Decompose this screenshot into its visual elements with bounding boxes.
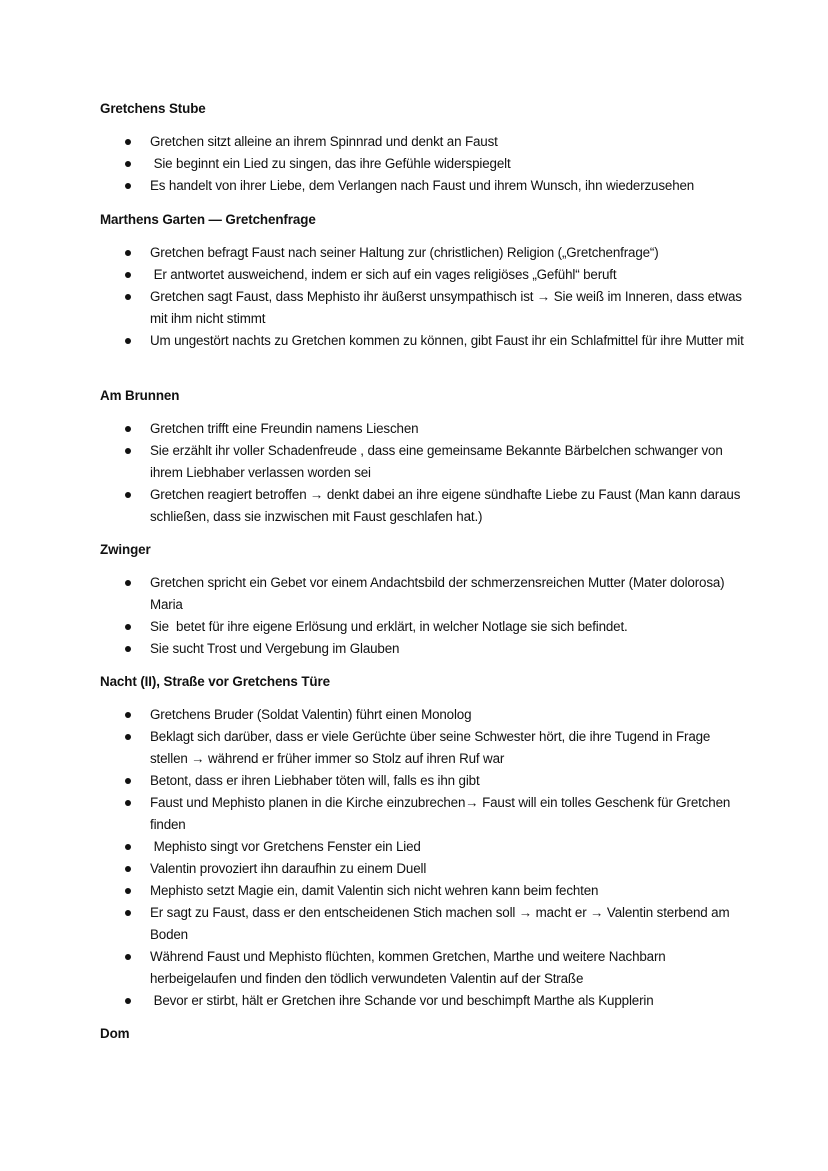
list-item: Mephisto singt vor Gretchens Fenster ein Lied bbox=[100, 836, 750, 858]
list-item: Gretchen reagiert betroffen → denkt dabei an ihre eigene sündhafte Liebe zu Faust (Man kann daraus schließen, dass sie inzwischen mit Faust geschlafen hat.) bbox=[100, 484, 750, 528]
bullet-list bbox=[100, 572, 750, 660]
bullet-icon bbox=[125, 426, 131, 432]
section-heading: Marthens Garten — Gretchenfrage bbox=[100, 212, 316, 227]
bullet-list bbox=[100, 131, 750, 197]
section-marthens-garten bbox=[100, 209, 750, 352]
bullet-icon bbox=[125, 800, 131, 806]
bullet-icon bbox=[125, 492, 131, 498]
section-heading: Gretchens Stube bbox=[100, 101, 206, 116]
bullet-icon bbox=[125, 448, 131, 454]
bullet-icon bbox=[125, 734, 131, 740]
bullet-icon bbox=[125, 580, 131, 586]
bullet-icon bbox=[125, 139, 131, 145]
bullet-icon bbox=[125, 624, 131, 630]
list-item: Gretchen sagt Faust, dass Mephisto ihr äußerst unsympathisch ist → Sie weiß im Inneren, dass etwas mit ihm nicht stimmt bbox=[100, 286, 750, 330]
list-item: Gretchen befragt Faust nach seiner Haltung zur (christlichen) Religion („Gretchenfrage“) bbox=[100, 242, 750, 264]
section-heading: Dom bbox=[100, 1026, 130, 1041]
bullet-icon bbox=[125, 888, 131, 894]
section-nacht-strasse bbox=[100, 671, 750, 1012]
list-item: Während Faust und Mephisto flüchten, kommen Gretchen, Marthe und weitere Nachbarn herbeigelaufen und finden den tödlich verwundeten Valentin auf der Straße bbox=[100, 946, 750, 990]
bullet-list bbox=[100, 704, 750, 1012]
list-item: Er antwortet ausweichend, indem er sich auf ein vages religiöses „Gefühl“ beruft bbox=[100, 264, 750, 286]
section-zwinger bbox=[100, 539, 750, 660]
section-heading: Zwinger bbox=[100, 542, 151, 557]
list-item: Betont, dass er ihren Liebhaber töten will, falls es ihn gibt bbox=[100, 770, 750, 792]
bullet-icon bbox=[125, 250, 131, 256]
bullet-icon bbox=[125, 866, 131, 872]
bullet-icon bbox=[125, 294, 131, 300]
list-item: Gretchen spricht ein Gebet vor einem Andachtsbild der schmerzensreichen Mutter (Mater dolorosa) Maria bbox=[100, 572, 750, 616]
list-item: Es handelt von ihrer Liebe, dem Verlangen nach Faust und ihrem Wunsch, ihn wiederzusehen bbox=[100, 175, 750, 197]
bullet-icon bbox=[125, 646, 131, 652]
bullet-list bbox=[100, 242, 750, 352]
list-item: Sie beginnt ein Lied zu singen, das ihre Gefühle widerspiegelt bbox=[100, 153, 750, 175]
bullet-icon bbox=[125, 712, 131, 718]
list-item: Gretchen sitzt alleine an ihrem Spinnrad und denkt an Faust bbox=[100, 131, 750, 153]
list-item: Er sagt zu Faust, dass er den entscheidenen Stich machen soll → macht er → Valentin sterbend am Boden bbox=[100, 902, 750, 946]
list-item: Bevor er stirbt, hält er Gretchen ihre Schande vor und beschimpft Marthe als Kupplerin bbox=[100, 990, 750, 1012]
bullet-icon bbox=[125, 161, 131, 167]
list-item: Sie betet für ihre eigene Erlösung und erklärt, in welcher Notlage sie sich befindet. bbox=[100, 616, 750, 638]
bullet-icon bbox=[125, 998, 131, 1004]
list-item: Gretchens Bruder (Soldat Valentin) führt einen Monolog bbox=[100, 704, 750, 726]
bullet-list bbox=[100, 418, 750, 528]
bullet-icon bbox=[125, 844, 131, 850]
bullet-icon bbox=[125, 954, 131, 960]
list-item: Valentin provoziert ihn daraufhin zu einem Duell bbox=[100, 858, 750, 880]
list-item: Beklagt sich darüber, dass er viele Gerüchte über seine Schwester hört, die ihre Tugend in Frage stellen → während er früher immer so Stolz auf ihren Ruf war bbox=[100, 726, 750, 770]
list-item: Sie sucht Trost und Vergebung im Glauben bbox=[100, 638, 750, 660]
bullet-icon bbox=[125, 910, 131, 916]
bullet-icon bbox=[125, 183, 131, 189]
section-am-brunnen bbox=[100, 385, 750, 528]
list-item: Mephisto setzt Magie ein, damit Valentin sich nicht wehren kann beim fechten bbox=[100, 880, 750, 902]
list-item: Um ungestört nachts zu Gretchen kommen zu können, gibt Faust ihr ein Schlafmittel für ihre Mutter mit bbox=[100, 330, 750, 352]
section-heading: Nacht (II), Straße vor Gretchens Türe bbox=[100, 674, 330, 689]
bullet-icon bbox=[125, 272, 131, 278]
section-dom bbox=[100, 1023, 750, 1045]
section-gretchens-stube bbox=[100, 98, 750, 197]
bullet-icon bbox=[125, 338, 131, 344]
list-item: Faust und Mephisto planen in die Kirche einzubrechen→ Faust will ein tolles Geschenk für Gretchen finden bbox=[100, 792, 750, 836]
section-heading: Am Brunnen bbox=[100, 388, 180, 403]
bullet-icon bbox=[125, 778, 131, 784]
list-item: Sie erzählt ihr voller Schadenfreude , dass eine gemeinsame Bekannte Bärbelchen schwanger von ihrem Liebhaber verlassen worden sei bbox=[100, 440, 750, 484]
list-item: Gretchen trifft eine Freundin namens Lieschen bbox=[100, 418, 750, 440]
